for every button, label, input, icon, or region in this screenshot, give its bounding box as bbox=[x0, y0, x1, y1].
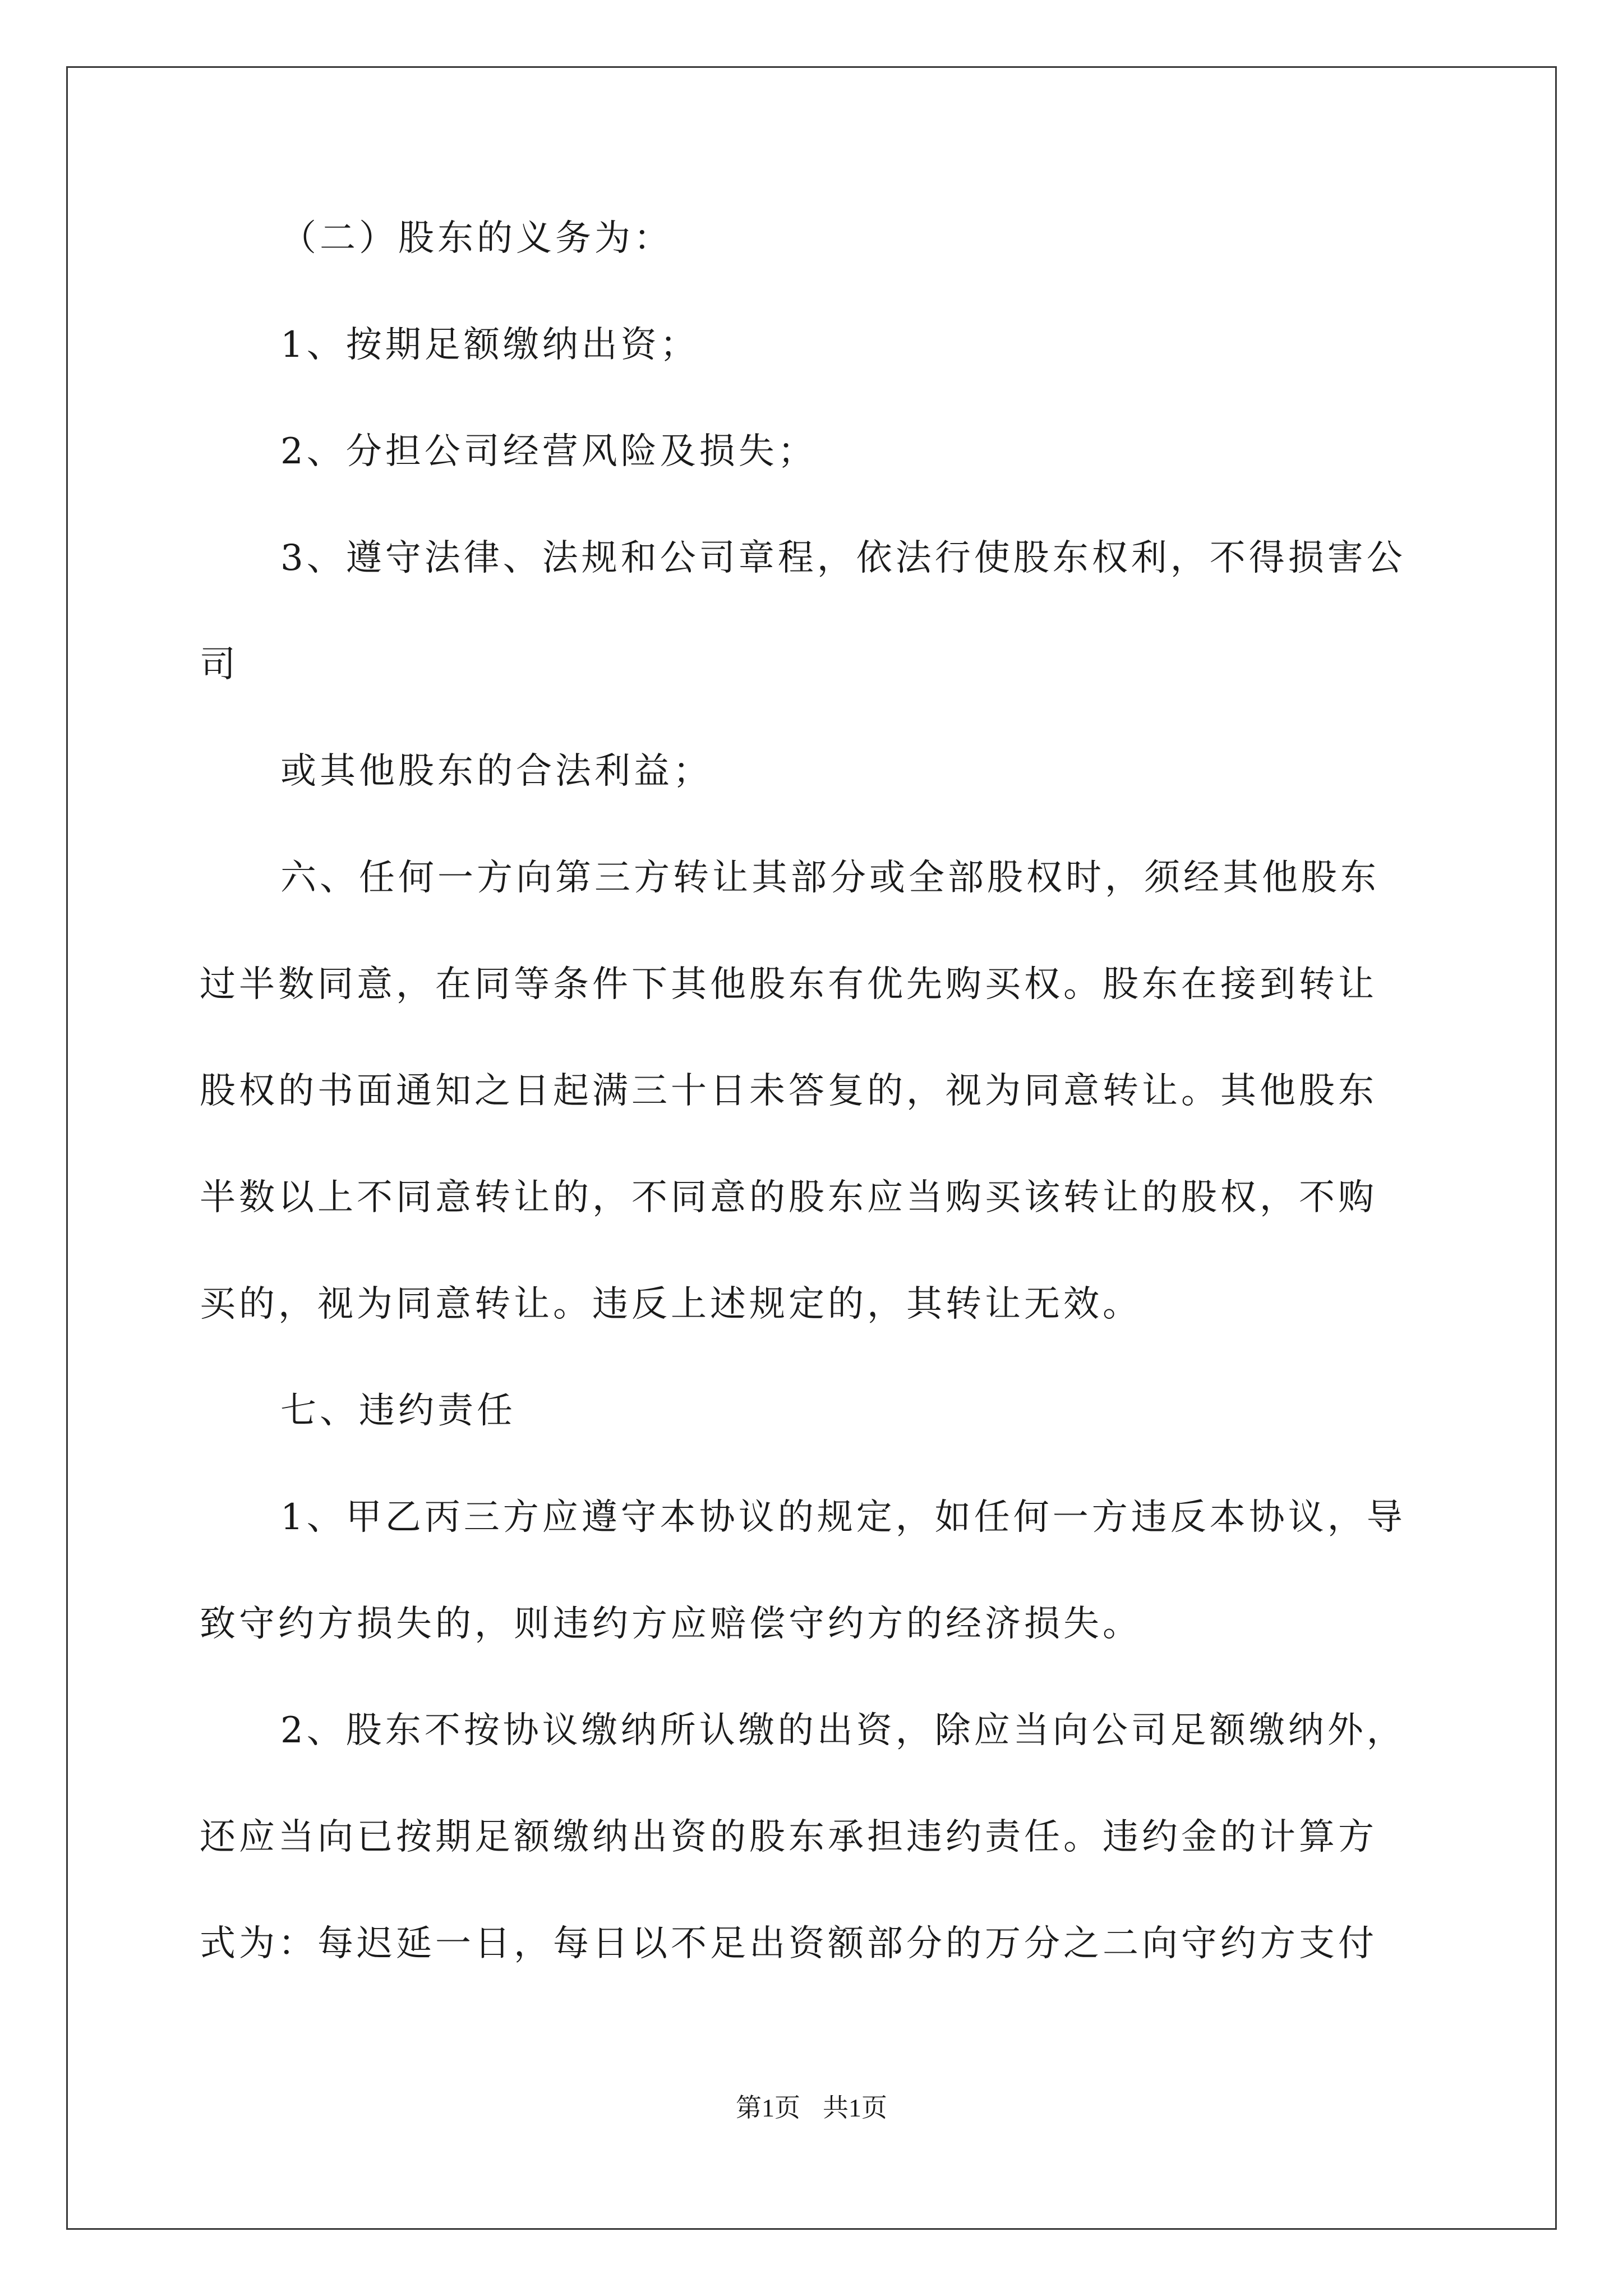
text-line: 过半数同意，在同等条件下其他股东有优先购买权。股东在接到转让 bbox=[200, 964, 1377, 1005]
text-line: 或其他股东的合法利益； bbox=[280, 751, 712, 792]
text-line: 2、股东不按协议缴纳所认缴的出资，除应当向公司足额缴纳外， bbox=[280, 1710, 1406, 1751]
text-line: 买的，视为同意转让。违反上述规定的，其转让无效。 bbox=[200, 1283, 1142, 1325]
text-line: 式为：每迟延一日，每日以不足出资额部分的万分之二向守约方支付 bbox=[200, 1923, 1377, 1964]
text-line: 2、分担公司经营风险及损失； bbox=[280, 431, 817, 472]
text-line: 3、遵守法律、法规和公司章程，依法行使股东权利，不得损害公 bbox=[280, 537, 1406, 579]
text-line: 1、甲乙丙三方应遵守本协议的规定，如任何一方违反本协议，导 bbox=[280, 1497, 1406, 1538]
text-line: 1、按期足额缴纳出资； bbox=[280, 324, 699, 366]
text-line: 还应当向已按期足额缴纳出资的股东承担违约责任。违约金的计算方 bbox=[200, 1816, 1377, 1858]
page-total: 共1页 bbox=[823, 2093, 887, 2122]
text-line: 七、违约责任 bbox=[280, 1390, 516, 1432]
text-line: （二）股东的义务为： bbox=[280, 218, 673, 259]
text-line: 司 bbox=[200, 644, 239, 685]
text-line: 六、任何一方向第三方转让其部分或全部股权时，须经其他股东 bbox=[280, 857, 1380, 899]
page-number: 第1页 bbox=[736, 2093, 800, 2122]
text-line: 致守约方损失的，则违约方应赔偿守约方的经济损失。 bbox=[200, 1603, 1142, 1645]
page-footer bbox=[0, 2091, 1623, 2125]
text-line: 半数以上不同意转让的，不同意的股东应当购买该转让的股权，不购 bbox=[200, 1177, 1377, 1218]
text-line: 股权的书面通知之日起满三十日未答复的，视为同意转让。其他股东 bbox=[200, 1070, 1377, 1112]
page-border bbox=[66, 66, 1557, 2230]
